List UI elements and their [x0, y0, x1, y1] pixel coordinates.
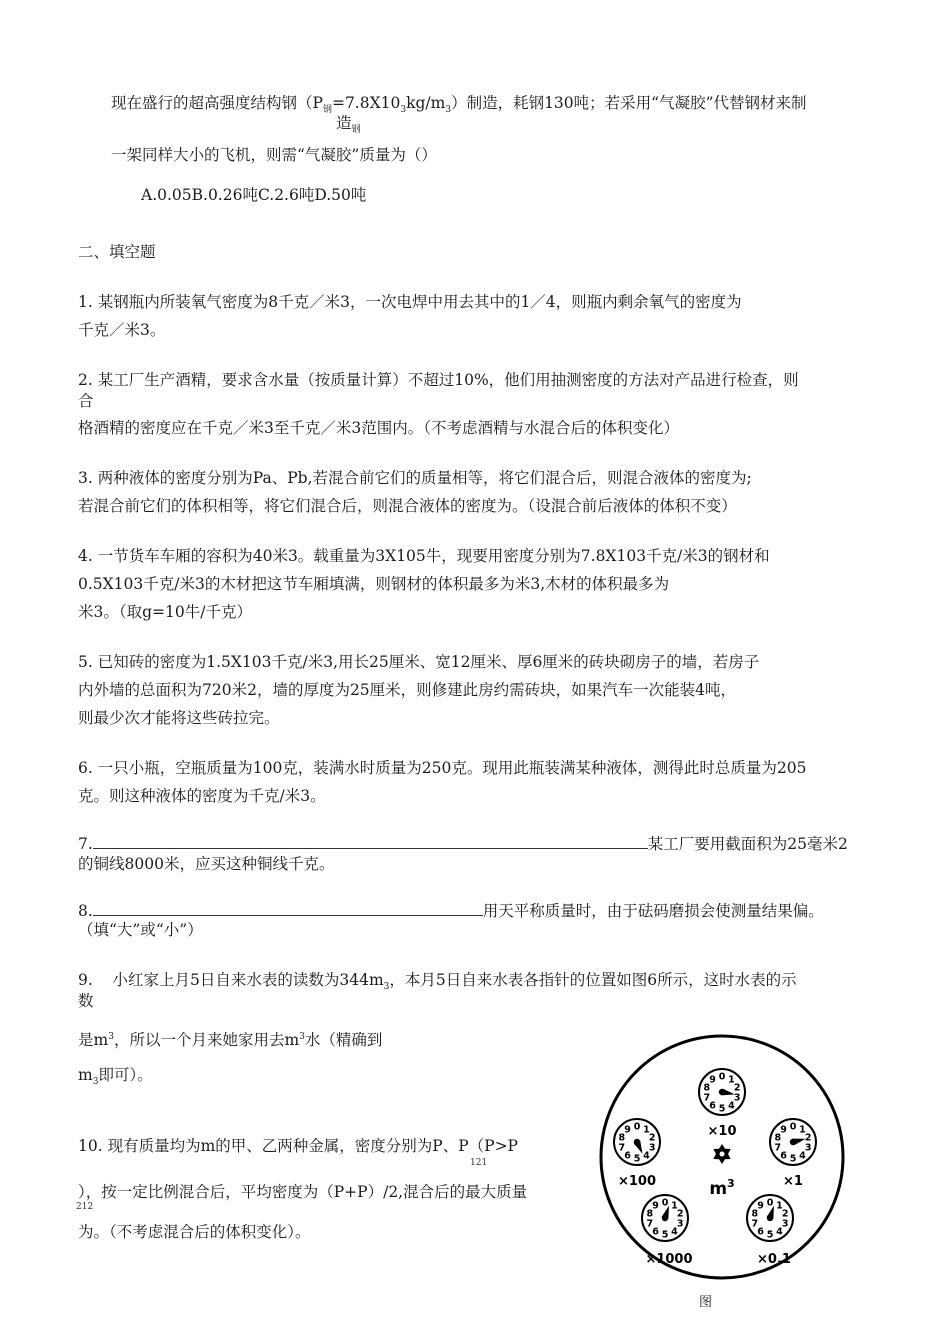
- question-10-line1: 10. 现有质量均为m的甲、乙两种金属，密度分别为P、P（P>P: [78, 1137, 518, 1155]
- prev-question-line2: 一架同样大小的飞机，则需“气凝胶”质量为（）: [111, 146, 437, 164]
- dial-digit: 5: [718, 1103, 726, 1115]
- dial-digit: 4: [776, 1226, 783, 1238]
- dial-digit: 2: [781, 1208, 789, 1220]
- answer-blank: [93, 900, 483, 916]
- question-2-line1: 2. 某工厂生产酒精，要求含水量（按质量计算）不超过10%，他们用抽测密度的方法对产品进行检查，则: [78, 371, 799, 389]
- dial-digit: 9: [709, 1074, 716, 1086]
- question-3-line1: 3. 两种液体的密度分别为Pa、Pb,若混合前它们的质量相等，将它们混合后，则混合液体的密度为;: [78, 469, 752, 487]
- dial-digit: 6: [652, 1226, 659, 1238]
- dial-digit: 2: [733, 1082, 741, 1094]
- dial-digit: 7: [646, 1218, 654, 1230]
- subscript: 3: [445, 105, 452, 116]
- dial-multiplier-label: ×0.1: [757, 1252, 791, 1267]
- prev-question-line1: 现在盛行的超高强度结构钢$(P_钢=7.8X10_3kg/m_3)$制造，耗钢130吨；若采用“气凝胶”代替钢材来制: [111, 94, 807, 116]
- subscript: 3: [383, 982, 390, 993]
- gear-hole: [720, 1152, 725, 1157]
- dial-hub: [719, 1089, 725, 1095]
- dial-digit: 2: [676, 1208, 684, 1220]
- subscript: 钢: [322, 105, 332, 116]
- question-4-line1: 4. 一节货车车厢的容积为40米3。载重量为3X105牛，现要用密度分别为7.8X103千克/米3的钢材和: [78, 547, 770, 565]
- question-8-line2: （填“大”或“小”）: [78, 921, 203, 939]
- question-1-line2: 千克／米3。: [78, 321, 166, 339]
- dial-multiplier-label: ×100: [617, 1174, 657, 1189]
- dial-digit: 5: [661, 1229, 669, 1241]
- dial-digit: 3: [648, 1142, 656, 1154]
- dial-digit: 0: [661, 1197, 669, 1209]
- dial-digit: 9: [624, 1124, 631, 1136]
- question-10-line3: 为。（不考虑混合后的体积变化）。: [78, 1223, 311, 1241]
- dial-digit: 1: [776, 1200, 783, 1212]
- question-5-line2: 内外墙的总面积为720米2，墙的厚度为25厘米，则修建此房约需砖块，如果汽车一次能装4吨，: [78, 681, 737, 699]
- dial-digit: 6: [624, 1150, 631, 1162]
- dial-digit: 4: [643, 1150, 650, 1162]
- question-8-line1: 8. 用天平称质量时，由于砝码磨损会使测量结果偏。: [78, 902, 824, 920]
- question-4-line3: 米3。（取g=10牛/千克）: [78, 603, 252, 621]
- dial-digit: 2: [648, 1132, 656, 1144]
- dial-digit: 2: [804, 1132, 812, 1144]
- dial-digit: 0: [718, 1071, 726, 1083]
- dial-digit: 6: [780, 1150, 787, 1162]
- dial-digit: 7: [618, 1142, 626, 1154]
- meter-unit-label: $m^3$: [709, 1177, 735, 1199]
- dial-digit: 3: [676, 1218, 684, 1230]
- question-9-line1: 9. 小红家上月5日自来水表的读数为$344m_3$，本月5日自来水表各指针的位置如图6所示，这时水表的示: [78, 971, 797, 993]
- dial-digit: 8: [774, 1132, 782, 1144]
- dial-digit: 7: [751, 1218, 759, 1230]
- dial-hub: [662, 1215, 668, 1221]
- dial-digit: 9: [757, 1200, 764, 1212]
- dial-digit: 3: [781, 1218, 789, 1230]
- dial-digit: 6: [709, 1100, 716, 1112]
- section-title: 二、填空题: [78, 243, 156, 261]
- question-1-line1: 1. 某钢瓶内所装氧气密度为8千克／米3，一次电焊中用去其中的1／4，则瓶内剩余氧气的密度为: [78, 293, 742, 311]
- dial-digit: 0: [766, 1197, 774, 1209]
- dial-hub: [790, 1139, 796, 1145]
- dial-digit: 1: [671, 1200, 678, 1212]
- dial-digit: 1: [643, 1124, 650, 1136]
- question-9-line2: 数: [78, 992, 94, 1010]
- dial-hub: [634, 1139, 640, 1145]
- question-9-line3: 是$m^3$，所以一个月来她家用去$m^3$水（精确到: [78, 1031, 383, 1050]
- subscript: 3: [92, 1077, 99, 1088]
- answer-blank: [93, 833, 648, 849]
- question-6-line1: 6. 一只小瓶，空瓶质量为100克，装满水时质量为250克。现用此瓶装满某种液体，测得此时总质量为205: [78, 759, 807, 777]
- subscript: 钢: [351, 125, 361, 136]
- dial-digit: 8: [751, 1208, 759, 1220]
- question-9-line4: $m_3$即可）。: [78, 1066, 153, 1088]
- dial-digit: 7: [774, 1142, 782, 1154]
- dial-digit: 4: [671, 1226, 678, 1238]
- dial-digit: 8: [703, 1082, 711, 1094]
- dial-digit: 5: [789, 1153, 797, 1165]
- question-3-line2: 若混合前它们的体积相等，将它们混合后，则混合液体的密度为。（设混合前后液体的体积不变）: [78, 497, 737, 515]
- dial-digit: 8: [618, 1132, 626, 1144]
- dial-digit: 5: [633, 1153, 641, 1165]
- dial-digit: 0: [789, 1121, 797, 1133]
- dial-digit: 9: [652, 1200, 659, 1212]
- water-meter-figure: [597, 1032, 847, 1282]
- question-2-line2: 合: [78, 392, 94, 410]
- dial-hub: [767, 1215, 773, 1221]
- superscript: 3: [108, 1032, 114, 1042]
- question-10-subscript: 121: [470, 1158, 488, 1168]
- question-2-line3: 格酒精的密度应在千克／米3至千克／米3范围内。（不考虑酒精与水混合后的体积变化）: [78, 419, 679, 437]
- dial-digit: 6: [757, 1226, 764, 1238]
- dial-digit: 3: [733, 1092, 741, 1104]
- question-7-line2: 的铜线8000米，应买这种铜线千克。: [78, 855, 335, 873]
- figure-caption: 图: [699, 1295, 713, 1310]
- dial-multiplier-label: ×1000: [645, 1252, 693, 1267]
- prev-question-line1-tail: 造$_钢$: [336, 114, 361, 136]
- dial-digit: 5: [766, 1229, 774, 1241]
- dial-digit: 1: [728, 1074, 735, 1086]
- superscript: 3: [299, 1032, 305, 1042]
- dial-multiplier-label: ×1: [783, 1174, 803, 1189]
- question-7-line1: 7. 某工厂要用截面积为25毫米2: [78, 835, 848, 853]
- question-4-line2: 0.5X103千克/米3的木材把这节车厢填满，则钢材的体积最多为米3,木材的体积最多为: [78, 575, 670, 593]
- prev-question-options: A.0.05B.0.26吨C.2.6吨D.50吨: [141, 186, 367, 204]
- subscript: 3: [400, 105, 407, 116]
- dial-digit: 4: [728, 1100, 735, 1112]
- dial-digit: 8: [646, 1208, 654, 1220]
- dial-digit: 0: [633, 1121, 641, 1133]
- question-5-line3: 则最少次才能将这些砖拉完。: [78, 709, 280, 727]
- question-6-line2: 克。则这种液体的密度为千克/米3。: [78, 787, 326, 805]
- dial-digit: 1: [799, 1124, 806, 1136]
- question-10-subscript: 212: [76, 1202, 94, 1212]
- dial-digit: 9: [780, 1124, 787, 1136]
- dial-digit: 7: [703, 1092, 711, 1104]
- dial-digit: 4: [799, 1150, 806, 1162]
- dial-multiplier-label: ×10: [707, 1124, 737, 1139]
- dial-digit: 3: [804, 1142, 812, 1154]
- question-5-line1: 5. 已知砖的密度为1.5X103千克/米3,用长25厘米、宽12厘米、厚6厘米的砖块砌房子的墙，若房子: [78, 653, 760, 671]
- question-10-line2: ），按一定比例混合后，平均密度为（P+P）/2,混合后的最大质量: [78, 1183, 528, 1201]
